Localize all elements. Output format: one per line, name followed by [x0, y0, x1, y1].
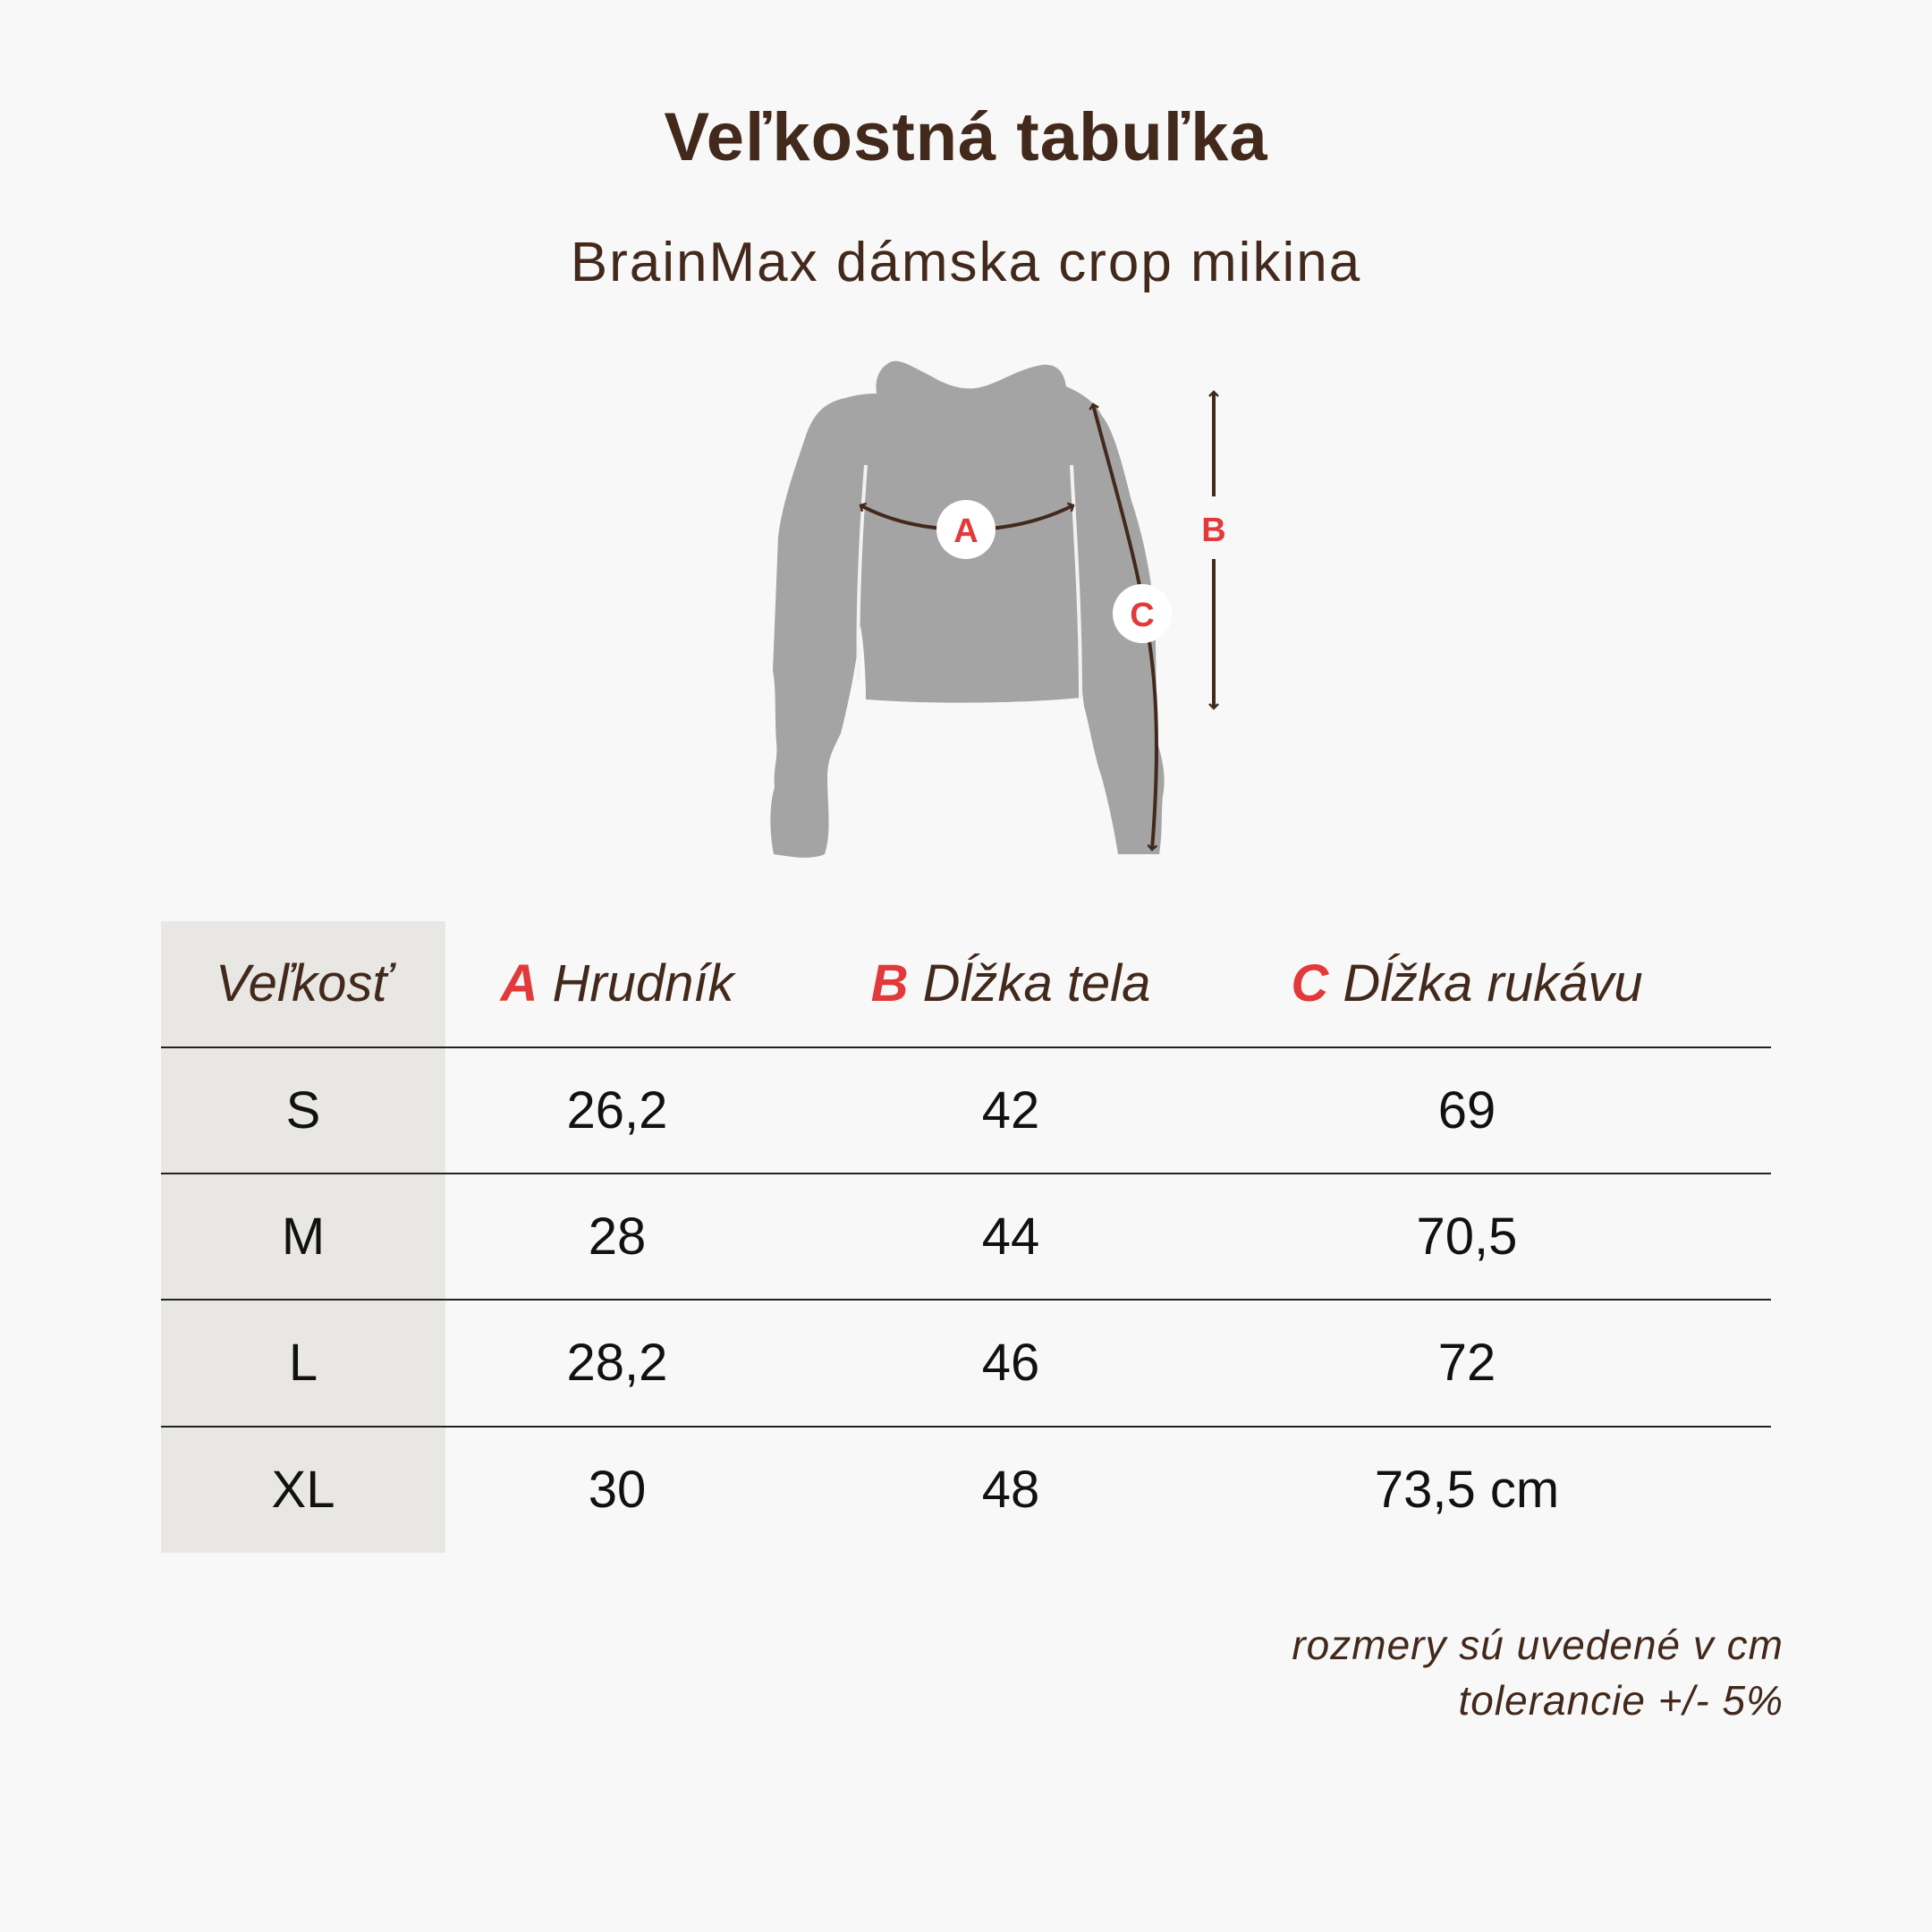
header-chest-text: Hrudník: [552, 954, 734, 1013]
table-header: [161, 921, 1771, 1046]
header-body-length-letter: B: [870, 954, 909, 1013]
cell-chest: 26,2: [566, 1081, 668, 1140]
cell-chest: 30: [588, 1461, 647, 1519]
table-row: [161, 1301, 1771, 1426]
cell-size: XL: [271, 1461, 335, 1519]
table-row: [161, 1048, 1771, 1174]
cell-body-length: 48: [981, 1461, 1040, 1519]
header-body-length: [814, 921, 1208, 1046]
cell-size: M: [281, 1208, 326, 1266]
product-subtitle: BrainMax dámska crop mikina: [570, 232, 1362, 293]
note-tolerance: tolerancie +/- 5%: [1458, 1677, 1784, 1724]
label-a: A: [953, 513, 979, 550]
cell-size: L: [288, 1334, 318, 1392]
header-chest: [420, 921, 814, 1046]
cell-size: S: [285, 1081, 321, 1140]
header-size: Veľkosť: [216, 954, 391, 1013]
cell-chest: 28,2: [566, 1334, 668, 1392]
header-sleeve-length-letter: C: [1291, 954, 1329, 1013]
cell-sleeve-length: 72: [1437, 1334, 1496, 1392]
cell-sleeve-length: 73,5 cm: [1374, 1461, 1560, 1519]
hoodie-silhouette: [770, 361, 1164, 858]
cell-chest: 28: [588, 1208, 647, 1266]
note-units: rozmery sú uvedené v cm: [1292, 1622, 1784, 1668]
header-chest-letter: A: [500, 954, 538, 1013]
header-sleeve-length: [1199, 921, 1735, 1046]
cell-sleeve-length: 69: [1437, 1081, 1496, 1140]
label-b: B: [1201, 512, 1226, 549]
header-sleeve-length-text: Dĺžka rukávu: [1343, 954, 1643, 1013]
table-row: [161, 1428, 1771, 1553]
label-c: C: [1130, 597, 1155, 634]
header-body-length-text: Dĺžka tela: [922, 954, 1151, 1013]
page-title: Veľkostná tabuľka: [664, 99, 1268, 175]
cell-body-length: 46: [981, 1334, 1040, 1392]
table-row: [161, 1174, 1771, 1300]
cell-body-length: 44: [981, 1208, 1040, 1266]
hoodie-diagram: [0, 0, 1932, 894]
cell-body-length: 42: [981, 1081, 1040, 1140]
cell-sleeve-length: 70,5: [1416, 1208, 1518, 1266]
